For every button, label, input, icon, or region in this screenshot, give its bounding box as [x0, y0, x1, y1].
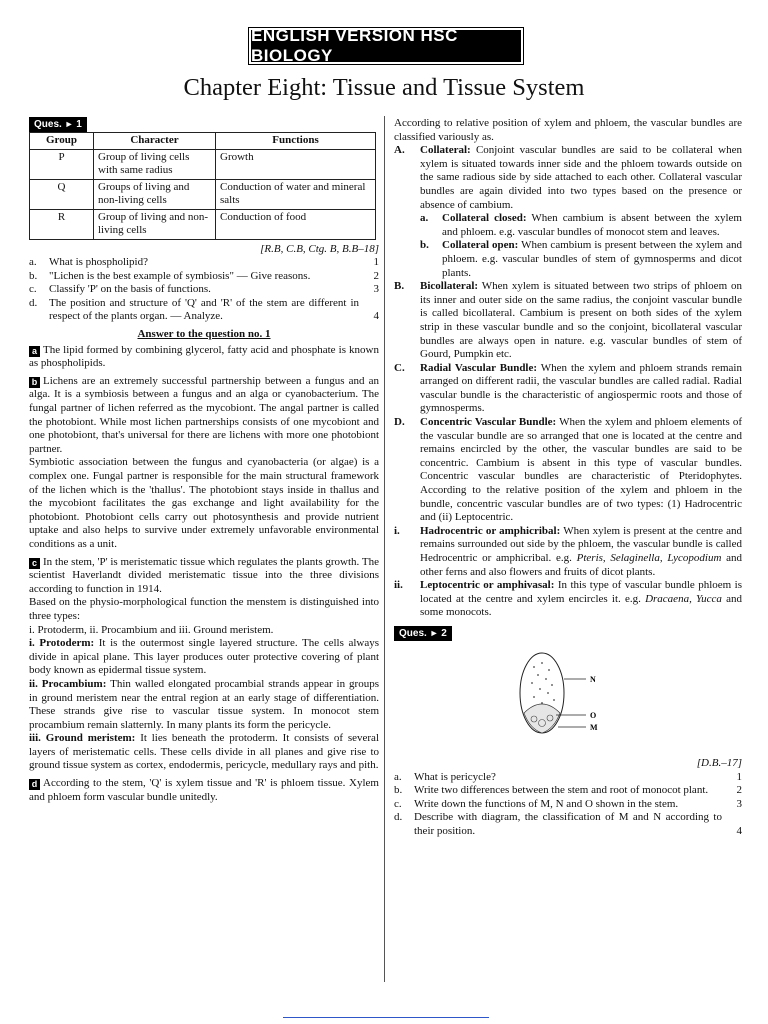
table-cell: Group of living and non-living cells [94, 209, 216, 239]
question-1-source: [R.B, C.B, Ctg. B, B.B–18] [260, 242, 379, 255]
list-body: and other ferns and also flowers and fruits of dicot plants. [420, 552, 742, 578]
banner-text: ENGLISH VERSION HSC BIOLOGY [251, 26, 458, 65]
list-item-radial [394, 362, 742, 416]
list-title: Leptocentric or amphivasal: [420, 579, 555, 592]
list-text [420, 280, 742, 362]
list-text [420, 525, 742, 579]
question-label: c. [29, 283, 37, 296]
answer-text: According to the stem, 'Q' is xylem tissue and 'R' is phloem tissue. Xylem and phloem form vascular bundle unitedly. [29, 777, 379, 803]
question-label: b. [29, 269, 38, 282]
answer-text: In the stem, 'P' is meristematic tissue which regulates the plants growth. The scientist Haverlandt divided meristematic tissue into the three divisions according to function in 1914. [29, 555, 379, 595]
question-2-tag [394, 626, 452, 641]
list-item-collateral-open [420, 239, 742, 280]
ques-number: 2 [441, 627, 447, 639]
list-title: Collateral open: [442, 239, 519, 252]
list-text [420, 362, 742, 416]
answer-text: The lipid formed by combining glycerol, fatty acid and phosphate is known as phospholipids. [29, 343, 379, 370]
question-marks: 4 [373, 310, 379, 323]
table-cell: Conduction of food [216, 209, 376, 239]
table-header: Group [30, 133, 94, 150]
list-body: When xylem is present at the centre and remains surrounded out side by the phloem, the vascular bundle is called Hedrocentric or amphicribal. e.g. [420, 524, 742, 564]
answer-c-procambium [29, 678, 379, 732]
term-label: ii. Procambium: [29, 677, 107, 690]
answer-a [29, 344, 379, 371]
chapter-title: Chapter Eight: Tissue and Tissue System [183, 74, 585, 101]
answer-marker-a: a [29, 346, 40, 357]
list-item-leptocentric [394, 579, 742, 620]
question-1-table [29, 132, 376, 240]
list-text [420, 416, 742, 525]
list-label: C. [394, 361, 405, 374]
list-body: When the xylem and phloem elements of the vascular bundle are so arranged that one is located at the centre and remains encircled by the other, the vascular bundles are said to be concentric. Cambium is absent in this type of vascular bundles. Concentric vascular bundles are characteristic of Pteridophytes. According to the relative position of the xylem and phloem in the bundle, concentric vascular bundles are of two types: (1) Hadrocentric and (ii) Leptocentric. [420, 416, 742, 524]
term-label: iii. Ground meristem: [29, 732, 136, 745]
answer-heading: Answer to the question no. 1 [137, 328, 271, 341]
question-item [394, 811, 742, 838]
question-item [394, 771, 742, 785]
list-label: a. [420, 212, 429, 225]
table-cell: Groups of living and non-living cells [94, 179, 216, 209]
list-text [420, 579, 742, 620]
question-label: c. [394, 797, 402, 810]
list-body: In this type of vascular bundle phloem is located at the centre and xylem encircles it. e.g. [420, 579, 743, 605]
question-label: d. [394, 811, 403, 824]
list-body: Conjoint vascular bundles are said to be collateral when xylem is situated towards inner side and the phloem towards outside on the same radious side by side attached to each other. Collateral vascular bundles are again divided into two types based on the presence or absence of cambium. [420, 144, 742, 211]
list-title: Hadrocentric or amphicribal: [420, 524, 561, 537]
table-cell: Growth [216, 149, 376, 179]
answer-c-ground-meristem [29, 732, 379, 773]
list-item-collateral [394, 144, 742, 212]
ques-tag-label: Ques. [399, 627, 427, 639]
list-label: i. [394, 524, 400, 537]
question-marks: 3 [736, 797, 742, 810]
list-title: Bicollateral: [420, 280, 479, 293]
answer-b-continued: Symbiotic association between the fungus and cyanobacteria (or algae) is a complex one. Fungal partner is responsible for the main structural framework of the lichen which is the 'thallus'. The photobiont stays inside in thallus and the mycobiont facilitates the gas exchange and light availability for the photobiont. Photobiont cells carry out photosynthesis and provide nutrient uptake and also helps to survive under extremely unfavorable environmental conditions as a unit. [29, 456, 379, 550]
diagram-label-m: M [590, 722, 598, 732]
question-item [29, 283, 379, 297]
answer-b [29, 375, 379, 457]
example-names: Pteris, Selaginella, Lycopodium [576, 552, 722, 564]
list-body: and some monocots. [420, 592, 743, 619]
question-marks: 1 [736, 770, 742, 783]
answer-marker-d: d [29, 779, 40, 790]
question-text: Write two differences between the stem and root of monocot plant. [414, 784, 709, 797]
answer-c-types-intro: Based on the physio-morphological function the menstem is distinguished into three types: [29, 596, 379, 622]
question-text: The position and structure of 'Q' and 'R' of the stem are different in respect of the plants organ. — Analyze. [49, 296, 359, 323]
table-cell: Group of living cells with same radius [94, 149, 216, 179]
list-label: D. [394, 416, 405, 429]
column-divider [384, 116, 385, 982]
question-marks: 2 [736, 784, 742, 797]
list-title: Radial Vascular Bundle: [420, 361, 538, 374]
list-text [420, 144, 742, 212]
bundle-lower-region [524, 704, 560, 733]
question-text: What is phospholipid? [49, 256, 148, 269]
list-title: Collateral: [420, 144, 471, 157]
question-text: Describe with diagram, the classification of M and N according to their position. [414, 811, 722, 837]
term-text: It is the outermost single layered structure. The cells always divide in apical plane. This layer produces outer protective covering of plant body known as epidermal tissue system. [29, 637, 379, 677]
term-label: i. Protoderm: [29, 637, 95, 650]
answer-marker-c: c [29, 558, 40, 569]
question-label: a. [394, 770, 402, 783]
question-marks: 2 [373, 269, 379, 282]
table-cell: R [30, 209, 94, 239]
ques-tag-label: Ques. [34, 119, 62, 130]
list-text [442, 212, 742, 239]
answer-c-types-list: i. Protoderm, ii. Procambium and iii. Ground meristem. [29, 623, 274, 636]
answer-c-protoderm [29, 637, 379, 678]
question-item [29, 256, 379, 270]
table-row [30, 209, 376, 239]
list-label: B. [394, 280, 405, 293]
table-row [30, 149, 376, 179]
example-names: Dracaena, Yucca [645, 592, 722, 605]
question-2-block [394, 626, 742, 641]
vascular-bundle-illustration [494, 645, 674, 755]
table-header: Functions [216, 133, 376, 150]
question-text: "Lichen is the best example of symbiosis" — Give reasons. [49, 269, 311, 282]
list-text [442, 239, 742, 280]
answer-c [29, 556, 379, 597]
list-label: ii. [394, 579, 403, 592]
ques-arrow-icon: ► [429, 627, 439, 638]
answer-d [29, 777, 379, 804]
right-column [394, 117, 742, 839]
list-item-collateral-closed [420, 212, 742, 239]
term-text: It lies beneath the protoderm. It consists of several layers of meristematic cells. These cells divide in all planes and give rise to ground tissue system as cortex, endodermis, pericycle, medullary rays and pith. [29, 732, 379, 772]
list-item-bicollateral [394, 280, 742, 362]
diagram-label-n: N [590, 674, 596, 684]
list-label: b. [420, 239, 429, 252]
list-item-concentric [394, 416, 742, 525]
question-label: d. [29, 296, 38, 309]
diagram-label-o: O [590, 710, 597, 720]
question-item [29, 297, 379, 324]
question-item [394, 798, 742, 812]
ques-arrow-icon: ► [64, 119, 74, 129]
question-marks: 4 [736, 824, 742, 837]
list-body: When the xylem and phloem strands remain arranged on different radii, the vascular bundles are called radial. Radial vascular bundle is the characteristic of angiospermic roots and those of gymnosperms. [420, 361, 742, 415]
vascular-bundle-diagram [394, 641, 742, 761]
question-text: Write down the functions of M, N and O shown in the stem. [414, 797, 679, 810]
table-cell: Q [30, 179, 94, 209]
list-title: Concentric Vascular Bundle: [420, 416, 557, 429]
question-item [394, 784, 742, 798]
list-label: A. [394, 144, 405, 157]
list-body: When cambium is absent between the xylem and phloem. e.g. vascular bundles of monocot stem and leaves. [442, 212, 742, 238]
table-cell: P [30, 149, 94, 179]
question-marks: 1 [373, 256, 379, 269]
left-column [29, 117, 379, 804]
question-marks: 3 [373, 283, 379, 296]
ques-number: 1 [76, 119, 82, 130]
answer-text: Lichens are an extremely successful partnership between a fungus and an alga. It is a symbiosis between a fungus and an alga or cyanobacterium. The fungal partner of lichen referred as the mycobiont. The angal partner is called the photobiont. While most lichen partnerships consists of one mycobiont and one photobiont, that's universal for there are lichens with more one photobiont partner. [29, 374, 379, 455]
question-label: b. [394, 784, 403, 797]
table-row [30, 179, 376, 209]
answer-marker-b: b [29, 377, 40, 388]
question-1-tag [29, 117, 87, 132]
list-item-hadrocentric [394, 525, 742, 579]
question-2-source: [D.B.–17] [696, 756, 742, 769]
table-header-row [30, 133, 376, 150]
table-header: Character [94, 133, 216, 150]
book-banner [251, 26, 521, 65]
question-text: What is pericycle? [414, 770, 496, 783]
vascular-intro: According to relative position of xylem and phloem, the vascular bundles are classified variously as. [394, 117, 742, 143]
footer-link-line [283, 1017, 489, 1018]
list-body: When xylem is situated between two strips of phloem on its inner and outer side on the same radius, the conjoint vascular bundle is called bicollateral. Cambium is present on both sides of the xylem strip in these vascular bundle and so the conjoint, bicollateral vascular bundles are always open in nature. e.g. vascular bundles of stem of Gourd, Pumpkin etc. [420, 280, 742, 361]
table-cell: Conduction of water and mineral salts [216, 179, 376, 209]
list-title: Collateral closed: [442, 212, 527, 225]
question-item [29, 270, 379, 284]
term-text: Thin walled elongated procambial strands appear in groups in ground meristem near the entral region at an early stage of differentiation. These strands give rise to vascular tissue system. In monocot stem procambium remain slatternly. In many plants its form the pericycle. [29, 677, 379, 731]
question-text: Classify 'P' on the basis of functions. [49, 283, 211, 296]
question-label: a. [29, 256, 37, 269]
list-body: When cambium is present between the xylem and phloem. e.g. vascular bundles of stem of gymnosperms and dicot plants. [442, 239, 742, 279]
